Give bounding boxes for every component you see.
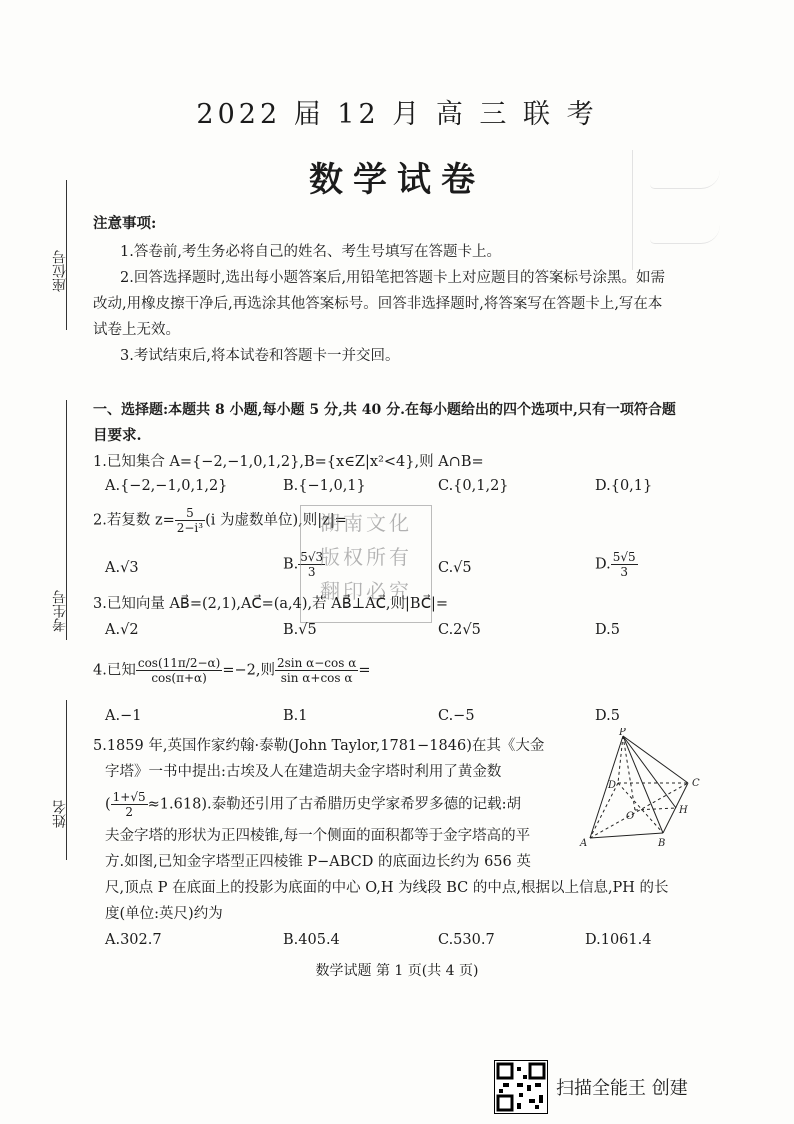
q2-frac-den: 2−i³ [176, 521, 204, 535]
seg-oh [635, 808, 676, 810]
notice-heading: 注意事项: [93, 215, 157, 232]
edge-da [590, 783, 618, 838]
bleed-through-curve [650, 225, 720, 244]
q4-prefix: 4.已知 [93, 662, 136, 679]
q4-num-1: cos(11π/2−α) [137, 656, 221, 670]
q2-d-fraction [611, 550, 638, 579]
q4-fraction-1 [136, 656, 222, 685]
q2-frac-num: 5 [175, 506, 205, 521]
question-4-option-a: A.−1 [105, 708, 142, 724]
q4-num-2: 2sin α−cos α [276, 656, 357, 670]
subject-title: 数学试卷 [309, 160, 485, 200]
stamp-line: 版权所有 [320, 545, 412, 569]
notice-item: 2.回答选择题时,选出每小题答案后,用铅笔把答题卡上对应题目的答案标号涂黑。如需 [120, 270, 666, 286]
question-4-stem [93, 656, 370, 685]
notice-item: 试卷上无效。 [93, 322, 180, 338]
edge-ab [590, 833, 663, 838]
q2-b-num: 5√3 [300, 550, 324, 564]
question-4-option-c: C.−5 [438, 708, 475, 724]
question-3-option-c: C.2√5 [438, 622, 481, 638]
section-heading: 一、选择题:本题共 8 小题,每小题 5 分,共 40 分.在每小题给出的四个选项中,只有一项符合题 [93, 402, 676, 418]
point-o-label: O [626, 811, 635, 822]
exam-no-label: 考生号 [52, 590, 68, 632]
q4-fraction-2 [275, 656, 358, 685]
question-5-option-b: B.405.4 [283, 932, 340, 948]
question-3-option-b: B.√5 [283, 622, 317, 638]
question-1-option-c: C.{0,1,2} [438, 478, 509, 494]
golden-ratio-fraction [111, 790, 148, 819]
question-5-line: 夫金字塔的形状为正四棱锥,每一个侧面的面积都等于金字塔高的平 [105, 828, 531, 844]
question-3-stem: 3.已知向量 AB⃗=(2,1),AC⃗=(a,4),若 AB⃗⊥AC⃗,则|BC⃗|= [93, 596, 448, 612]
question-5-line: 尺,顶点 P 在底面上的投影为底面的中心 O,H 为线段 BC 的中点,根据以上信息,PH 的长 [105, 880, 669, 896]
page-footer: 数学试题 第 1 页(共 4 页) [315, 963, 479, 979]
q2-d-prefix: D. [595, 556, 611, 573]
q2-fraction [175, 506, 205, 535]
question-5-line: 字塔》一书中提出:古埃及人在建造胡夫金字塔时利用了黄金数 [105, 764, 502, 780]
q4-mid: =−2,则 [222, 662, 275, 679]
vertex-a-label: A [580, 838, 588, 849]
question-2-option-a: A.√3 [105, 560, 139, 576]
notice-item: 3.考试结束后,将本试卷和答题卡一并交回。 [120, 348, 400, 364]
point-h-label: H [679, 805, 688, 816]
question-1-option-b: B.{−1,0,1} [283, 478, 366, 494]
vertex-p-label: P [619, 728, 626, 738]
bleed-through-curve [650, 170, 720, 189]
stamp-line: 湖南文化 [320, 511, 412, 535]
q4-den-2: sin α+cos α [280, 671, 353, 685]
question-1-stem: 1.已知集合 A={−2,−1,0,1,2},B={x∈Z|x²<4},则 A∩B= [93, 454, 484, 470]
vertex-d-label: D [608, 780, 617, 791]
question-1-option-a: A.{−2,−1,0,1,2} [105, 478, 228, 494]
stamp-line: 翻印必究 [320, 579, 412, 603]
question-2-option-d [595, 550, 638, 579]
scanner-watermark: 扫描全能王 创建 [556, 1078, 688, 1099]
section-heading: 目要求. [93, 427, 142, 444]
vertex-c-label: C [692, 778, 700, 789]
diag-db [618, 783, 663, 833]
question-5-line: ( $\frac{1+√5}{2}$ ≈1.618).泰勒还引用了古希腊历史学家希罗多德的记载:胡 [105, 790, 521, 819]
exam-title: 2022 届 12 月 高 三 联 考 [196, 99, 598, 130]
question-3-option-a: A.√2 [105, 622, 139, 638]
q2-b-prefix: B. [283, 556, 299, 573]
question-5-line: 5.1859 年,英国作家约翰·泰勒(John Taylor,1781−1846)在其《大金 [93, 738, 545, 754]
question-5-option-a: A.302.7 [105, 932, 162, 948]
question-5-line: 度(单位:英尺)约为 [105, 906, 223, 922]
question-5-option-c: C.530.7 [438, 932, 495, 948]
pyramid-figure [578, 728, 728, 863]
question-5-option-d: D.1061.4 [585, 932, 652, 948]
q2-stem-suffix: (i 为虚数单位),则|z|= [205, 512, 347, 529]
q4-suffix: = [358, 662, 371, 679]
q2-stem-prefix: 2.若复数 z= [93, 512, 175, 529]
vertex-b-label: B [658, 838, 666, 849]
edge-po [623, 736, 635, 810]
golden-den: 2 [125, 805, 133, 819]
binding-line [66, 700, 67, 860]
q2-d-num: 5√5 [612, 550, 636, 564]
q4-den-1: cos(π+α) [151, 671, 207, 685]
notice-item: 1.答卷前,考生务必将自己的姓名、考生号填写在答题卡上。 [120, 244, 501, 260]
seat-label: 座位号 [52, 250, 68, 292]
question-3-option-d: D.5 [595, 622, 620, 638]
q2-b-den: 3 [307, 565, 316, 579]
notice-item: 改动,用橡皮擦干净后,再选涂其他答案标号。回答非选择题时,将答案写在答题卡上,写在本 [93, 296, 663, 312]
bleed-through-figure [632, 150, 733, 270]
question-4-option-b: B.1 [283, 708, 308, 724]
question-2-option-c: C.√5 [438, 560, 472, 576]
q5-line3-text: ≈1.618).泰勒还引用了古希腊历史学家希罗多德的记载:胡 [147, 796, 521, 813]
question-5-line: 方.如图,已知金字塔型正四棱锥 P−ABCD 的底面边长约为 656 英 [105, 854, 531, 870]
golden-num: 1+√5 [112, 790, 146, 804]
q2-d-den: 3 [620, 565, 628, 579]
question-4-option-d: D.5 [595, 708, 620, 724]
qr-code-icon [494, 1060, 548, 1114]
question-1-option-d: D.{0,1} [595, 478, 653, 494]
name-label: 姓名 [52, 800, 68, 828]
